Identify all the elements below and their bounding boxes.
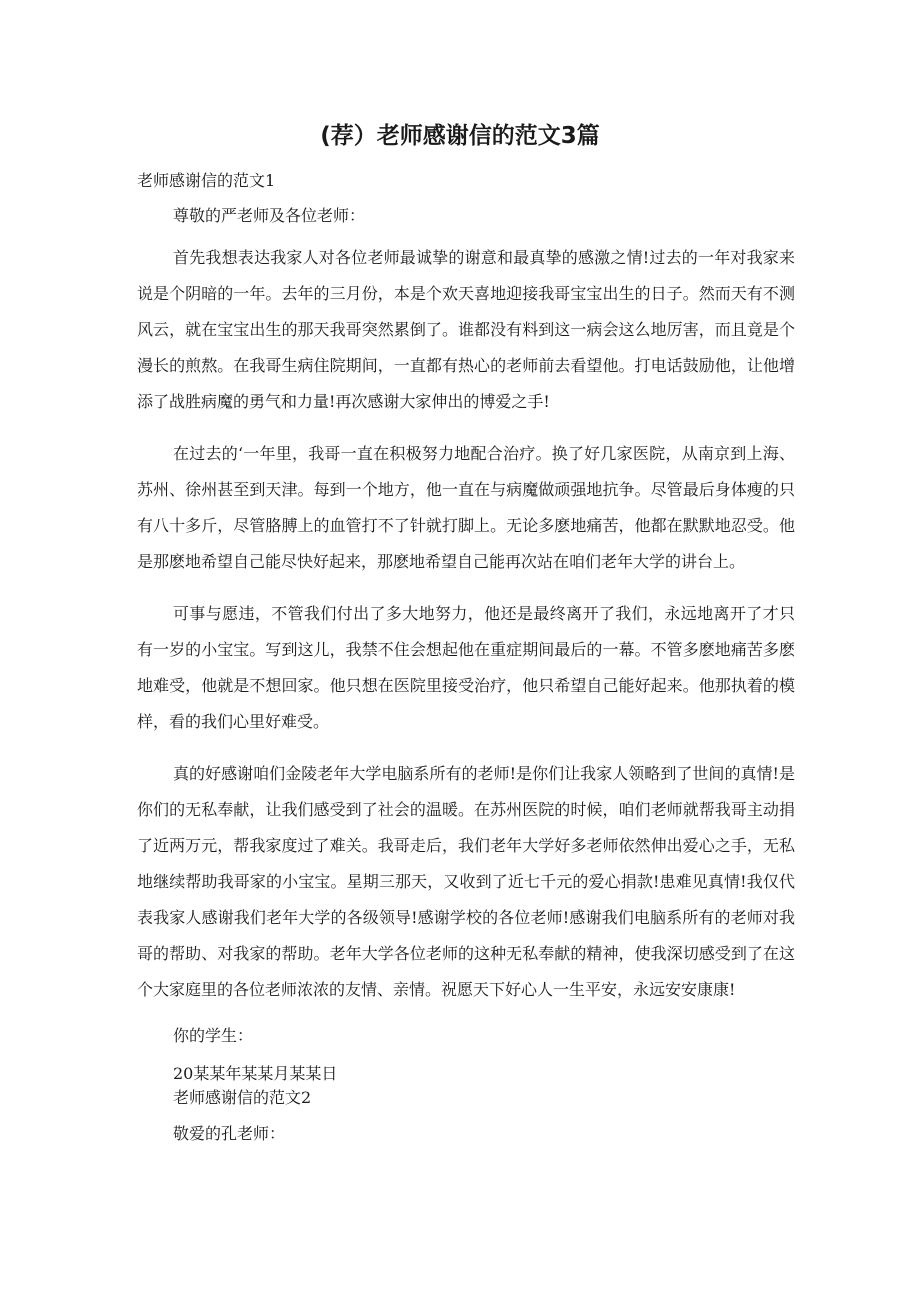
paragraph-4 — [137, 756, 795, 1008]
closing-signature: 你的学生： — [173, 1026, 254, 1045]
paragraph-text: 在过去的‘一年里，我哥一直在积极努力地配合治疗。换了好几家医院，从南京到上海、苏州、徐州甚至到天津。每到一个地方，他一直在与病魔做顽强地抗争。尽管最后身体瘦的只有八十多斤，尽管胳膊上的血管打不了针就打脚上。无论多麽地痛苦，他都在默默地忍受。他是那麽地希望自己能尽快好起来，那麽地希望自己能再次站在咱们老年大学的讲台上。 — [137, 444, 795, 571]
section-heading-2: 老师感谢信的范文2 — [173, 1088, 312, 1107]
salutation-2: 敬爱的孔老师： — [173, 1124, 286, 1143]
paragraph-text: 真的好感谢咱们金陵老年大学电脑系所有的老师!是你们让我家人领略到了世间的真情!是你们的无私奉献，让我们感受到了社会的温暖。在苏州医院的时候，咱们老师就帮我哥主动捐了近两万元，帮我家度过了难关。我哥走后，我们老年大学好多老师依然伸出爱心之手，无私地继续帮助我哥家的小宝宝。星期三那天，又收到了近七千元的爱心捐款!患难见真情!我仅代表我家人感谢我们老年大学的各级领导!感谢学校的各位老师!感谢我们电脑系所有的老师对我哥的帮助、对我家的帮助。老年大学各位老师的这种无私奉献的精神，使我深切感受到了在这个大家庭里的各位老师浓浓的友情、亲情。祝愿天下好心人一生平安，永远安安康康! — [137, 764, 795, 999]
document-body — [137, 168, 795, 1146]
document-title: (荐）老师感谢信的范文3篇 — [320, 123, 600, 149]
paragraph-1 — [137, 240, 795, 420]
paragraph-3 — [137, 596, 795, 740]
paragraph-2 — [137, 436, 795, 580]
salutation-1: 尊敬的严老师及各位老师： — [173, 206, 366, 225]
letter-date: 20某某年某某月某某日 — [173, 1064, 338, 1083]
section-heading-1: 老师感谢信的范文1 — [137, 171, 276, 190]
paragraph-text: 可事与愿违，不管我们付出了多大地努力，他还是最终离开了我们，永远地离开了才只有一岁的小宝宝。写到这儿，我禁不住会想起他在重症期间最后的一幕。不管多麽地痛苦多麽地难受，他就是不想回家。他只想在医院里接受治疗，他只希望自己能好起来。他那执着的模样，看的我们心里好难受。 — [137, 604, 795, 731]
paragraph-text: 首先我想表达我家人对各位老师最诚挚的谢意和最真挚的感激之情!过去的一年对我家来说是个阴暗的一年。去年的三月份，本是个欢天喜地迎接我哥宝宝出生的日子。然而天有不测风云，就在宝宝出生的那天我哥突然累倒了。谁都没有料到这一病会这么地厉害，而且竟是个漫长的煎熬。在我哥生病住院期间，一直都有热心的老师前去看望他。打电话鼓励他，让他增添了战胜病魔的勇气和力量!再次感谢大家伸出的博爱之手! — [137, 248, 795, 411]
